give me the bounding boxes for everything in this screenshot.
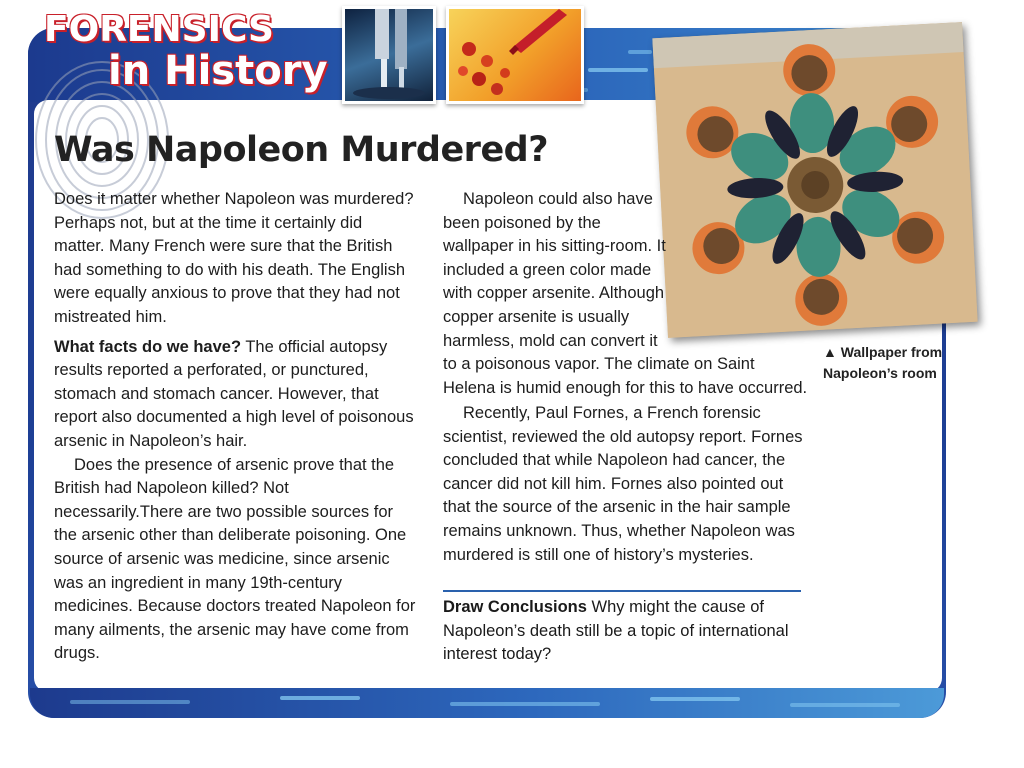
paragraph: Does the presence of arsenic prove that the British had Napoleon killed? Not necessarily.There are two possible sources for the arsenic other than deliberate poisoning. One source of arsenic was medicine, since arsenic was an ingredient in many 19th-century medicines. Because doctors treated Napoleon for many ailments, the arsenic may have come from drugs. xyxy=(54,455,416,663)
facts-body: The official autopsy results reported a perforated, or punctured, stomach and stomach cancer. However, that report also documented a high level of poisonous arsenic in Napoleon’s hair. xyxy=(54,337,414,450)
lab-sample-thumbnail xyxy=(446,6,584,104)
wallpaper-paragraph: Napoleon could also have been poisoned by the wallpaper in his sitting-room. It included a green color made with copper arsenite. Although copper arsenite is usually harmless, mold can convert it to a poisonous vapor. The climate on Saint Helena is humid enough for this to have occurred. xyxy=(443,190,808,397)
logo-line-forensics: FORENSICS xyxy=(44,9,274,50)
footer-band xyxy=(30,688,944,718)
page-title: Was Napoleon Murdered? xyxy=(54,130,549,170)
photo-wrap-spacer xyxy=(675,188,809,340)
forensics-logo xyxy=(44,10,328,92)
paragraph: Does it matter whether Napoleon was murdered? Perhaps not, but at the time it certainly did matter. Many French were sure that the British had something to do with his death. The English were equally anxious to prove that they had not mistreated him. xyxy=(54,190,414,326)
microscope-thumbnail xyxy=(342,6,436,104)
facts-paragraph xyxy=(54,336,416,454)
photo-caption xyxy=(823,342,943,384)
left-column xyxy=(54,188,416,666)
draw-conclusions-body: Why might the cause of Napoleon’s death still be a topic of international interest today? xyxy=(443,598,789,664)
draw-conclusions xyxy=(443,596,803,667)
triangle-icon: ▲ xyxy=(823,344,837,360)
facts-heading: What facts do we have? xyxy=(54,337,242,356)
draw-conclusions-heading: Draw Conclusions xyxy=(443,598,587,616)
middle-column-lower xyxy=(443,402,809,567)
logo-line-in-history: in History xyxy=(108,48,328,94)
divider-rule xyxy=(443,590,801,592)
caption-text: Wallpaper from Napoleon’s room xyxy=(823,344,943,381)
fornes-paragraph: Recently, Paul Fornes, a French forensic scientist, reviewed the old autopsy report. Fornes concluded that while Napoleon had cancer, the cancer did not kill him. Fornes also pointed out that the source of the arsenic in the hair sample remains unknown. Thus, whether Napoleon was murdered is still one of history’s mysteries. xyxy=(443,404,803,564)
middle-column-upper xyxy=(443,188,809,400)
